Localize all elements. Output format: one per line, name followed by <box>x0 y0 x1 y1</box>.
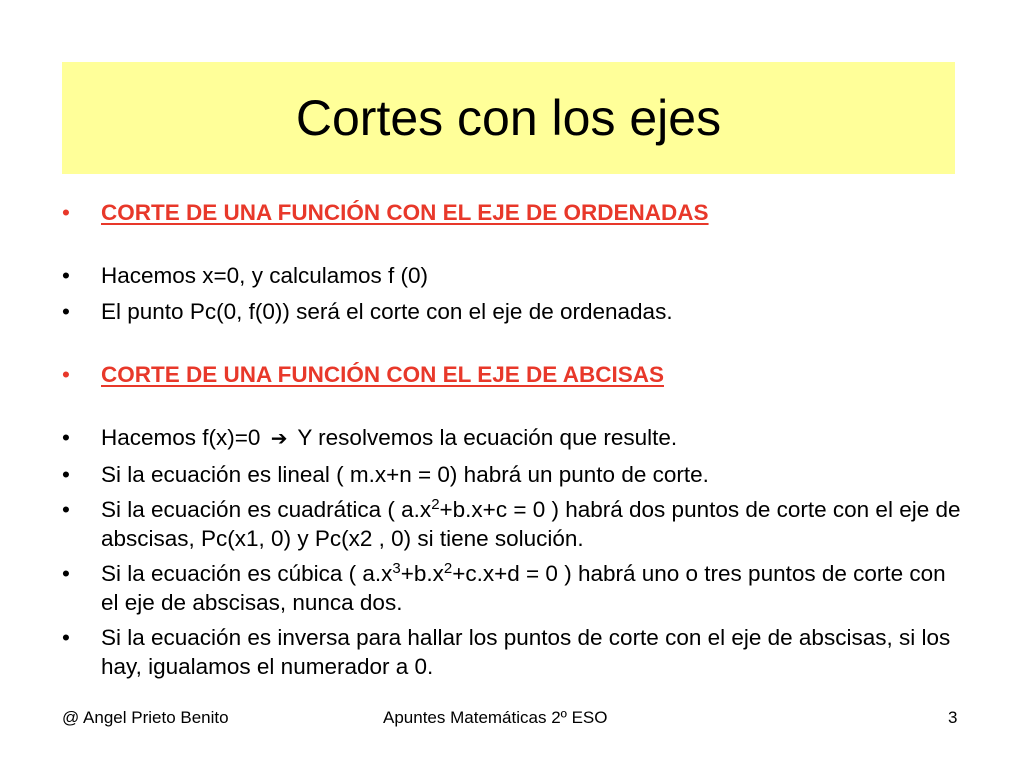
item-text: +b.x+c = 0 ) habrá dos puntos de corte con el eje de abscisas, Pc(x1, 0) y Pc(x2 , 0) si tiene solución. <box>101 497 961 551</box>
abcisas-heading: CORTE DE UNA FUNCIÓN CON EL EJE DE ABCISAS <box>101 362 664 387</box>
bullet-list <box>62 198 962 681</box>
bullet-icon: • <box>62 625 70 650</box>
footer-author: @ Angel Prieto Benito <box>62 708 229 727</box>
footer-course: Apuntes Matemáticas 2º ESO <box>383 708 608 727</box>
item-text: Hacemos x=0, y calculamos f (0) <box>101 263 428 288</box>
item-text: Si la ecuación es cúbica ( a.x <box>101 561 393 586</box>
bullet-icon: • <box>62 362 70 387</box>
item-text: +b.x <box>400 561 444 586</box>
list-item <box>62 559 962 617</box>
bullet-icon: • <box>62 263 70 288</box>
slide-title: Cortes con los ejes <box>295 90 722 146</box>
bullet-icon: • <box>62 561 70 586</box>
bullet-icon: • <box>62 497 70 522</box>
item-text: Si la ecuación es inversa para hallar los puntos de corte con el eje de abscisas, si los hay, igualamos el numerador a 0. <box>101 625 951 679</box>
list-item <box>62 297 962 326</box>
list-item <box>62 261 962 290</box>
item-text: Hacemos f(x)=0 <box>101 425 261 450</box>
title-banner <box>62 62 955 174</box>
item-text: +c.x+d = 0 ) habrá uno o tres puntos de corte con el eje de abscisas, nunca dos. <box>101 561 946 615</box>
exponent: 2 <box>431 496 440 513</box>
item-text: Si la ecuación es cuadrática ( a.x <box>101 497 432 522</box>
bullet-icon: • <box>62 200 70 225</box>
bullet-icon: • <box>62 462 70 487</box>
list-item <box>62 198 962 227</box>
item-text: Si la ecuación es lineal ( m.x+n = 0) habrá un punto de corte. <box>101 462 709 487</box>
list-item <box>62 460 962 489</box>
exponent: 3 <box>392 560 401 577</box>
item-text: El punto Pc(0, f(0)) será el corte con el eje de ordenadas. <box>101 299 673 324</box>
page-number: 3 <box>948 708 958 727</box>
list-item <box>62 423 962 454</box>
list-item <box>62 360 962 389</box>
bullet-icon: • <box>62 425 70 450</box>
bullet-icon: • <box>62 299 70 324</box>
item-text: Y resolvemos la ecuación que resulte. <box>297 425 678 450</box>
ordenadas-heading: CORTE DE UNA FUNCIÓN CON EL EJE DE ORDENADAS <box>101 200 709 225</box>
exponent: 2 <box>443 560 453 577</box>
list-item <box>62 623 962 681</box>
list-item <box>62 495 962 553</box>
arrow-right-icon: ➔ <box>270 428 288 450</box>
